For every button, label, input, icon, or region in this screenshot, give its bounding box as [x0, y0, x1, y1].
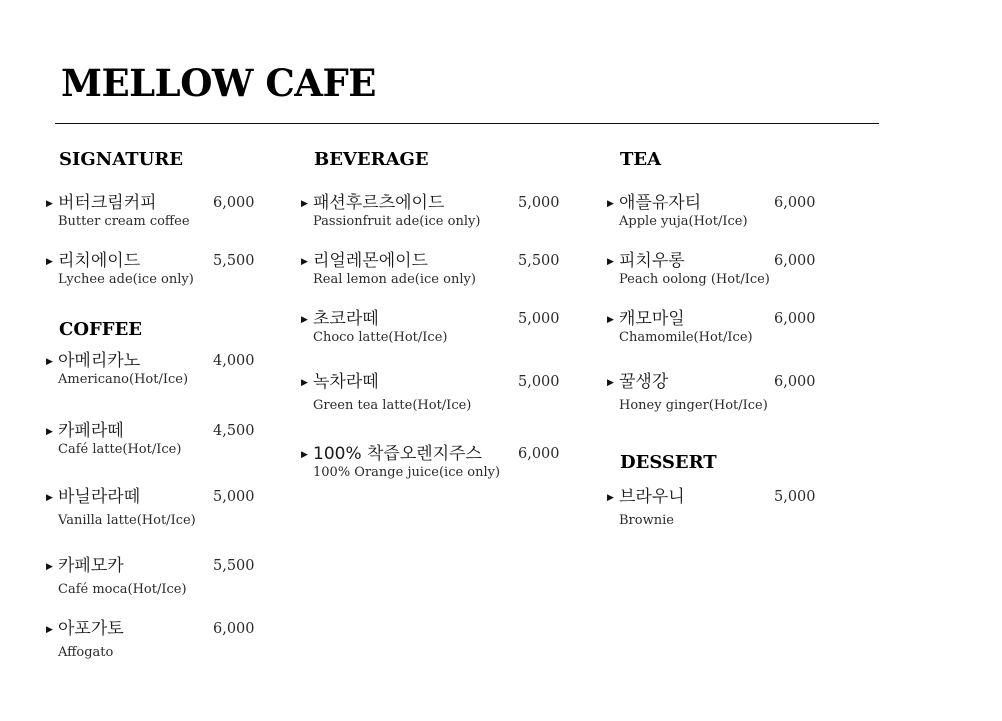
bullet-icon: ▶ [46, 257, 53, 267]
bullet-icon: ▶ [46, 427, 53, 437]
item-name-en: Chamomile(Hot/Ice) [619, 330, 753, 345]
bullet-icon: ▶ [46, 625, 53, 635]
item-price: 6,000 [774, 311, 816, 327]
item-name-kr: 브라우니 [619, 487, 685, 507]
item-name-kr: 녹차라떼 [313, 372, 379, 392]
item-name-kr: 애플유자티 [619, 193, 702, 213]
item-price: 6,000 [774, 195, 816, 211]
bullet-icon: ▶ [607, 199, 614, 209]
item-price: 6,000 [774, 374, 816, 390]
section-title-tea: TEA [620, 149, 662, 170]
bullet-icon: ▶ [607, 315, 614, 325]
bullet-icon: ▶ [46, 357, 53, 367]
item-name-kr: 카페모카 [58, 556, 124, 576]
item-price: 5,500 [213, 558, 255, 574]
item-name-kr: 카페라떼 [58, 421, 124, 441]
item-name-en: Apple yuja(Hot/Ice) [619, 214, 748, 229]
bullet-icon: ▶ [607, 257, 614, 267]
item-price: 4,500 [213, 423, 255, 439]
item-name-kr: 아포가토 [58, 619, 124, 639]
bullet-icon: ▶ [301, 378, 308, 388]
item-name-kr: 꿀생강 [619, 372, 669, 392]
bullet-icon: ▶ [607, 378, 614, 388]
item-price: 5,000 [213, 489, 255, 505]
item-name-en: Honey ginger(Hot/Ice) [619, 398, 768, 413]
item-name-en: Real lemon ade(ice only) [313, 272, 476, 287]
item-name-kr: 캐모마일 [619, 309, 685, 329]
item-name-kr: 피치우롱 [619, 251, 685, 271]
bullet-icon: ▶ [607, 493, 614, 503]
item-price: 5,500 [518, 253, 560, 269]
item-name-en: Passionfruit ade(ice only) [313, 214, 481, 229]
item-name-en: Americano(Hot/Ice) [58, 372, 189, 387]
title-divider [55, 123, 879, 124]
item-name-kr: 아메리카노 [58, 351, 141, 371]
section-title-coffee: COFFEE [59, 319, 143, 340]
menu-title: MELLOW CAFE [61, 61, 376, 105]
item-name-en: Lychee ade(ice only) [58, 272, 194, 287]
item-name-en: Affogato [58, 645, 114, 660]
item-price: 6,000 [774, 253, 816, 269]
item-name-kr: 바닐라라떼 [58, 487, 141, 507]
bullet-icon: ▶ [46, 562, 53, 572]
section-title-signature: SIGNATURE [59, 149, 183, 170]
item-name-kr: 버터크림커피 [58, 193, 157, 213]
item-price: 6,000 [213, 195, 255, 211]
item-name-kr: 리얼레몬에이드 [313, 251, 428, 271]
item-name-en: 100% Orange juice(ice only) [313, 465, 501, 480]
item-name-kr: 리치에이드 [58, 251, 141, 271]
section-title-dessert: DESSERT [620, 452, 717, 473]
bullet-icon: ▶ [301, 315, 308, 325]
section-title-beverage: BEVERAGE [314, 149, 429, 170]
item-name-en: Brownie [619, 513, 674, 528]
item-price: 6,000 [213, 621, 255, 637]
item-price: 5,000 [518, 311, 560, 327]
item-name-kr: 패션후르츠에이드 [313, 193, 445, 213]
item-price: 5,000 [518, 195, 560, 211]
item-price: 5,500 [213, 253, 255, 269]
bullet-icon: ▶ [46, 493, 53, 503]
item-name-en: Café latte(Hot/Ice) [58, 442, 182, 457]
bullet-icon: ▶ [301, 257, 308, 267]
item-name-kr: 초코라떼 [313, 309, 379, 329]
bullet-icon: ▶ [46, 199, 53, 209]
item-price: 5,000 [518, 374, 560, 390]
item-name-en: Vanilla latte(Hot/Ice) [58, 513, 196, 528]
item-name-en: Choco latte(Hot/Ice) [313, 330, 448, 345]
item-price: 5,000 [774, 489, 816, 505]
item-name-en: Butter cream coffee [58, 214, 190, 229]
item-name-kr: 100% 착즙오렌지주스 [313, 444, 482, 464]
item-name-en: Café moca(Hot/Ice) [58, 582, 187, 597]
item-price: 4,000 [213, 353, 255, 369]
item-name-en: Green tea latte(Hot/Ice) [313, 398, 472, 413]
item-name-en: Peach oolong (Hot/Ice) [619, 272, 770, 287]
item-price: 6,000 [518, 446, 560, 462]
bullet-icon: ▶ [301, 199, 308, 209]
bullet-icon: ▶ [301, 450, 308, 460]
